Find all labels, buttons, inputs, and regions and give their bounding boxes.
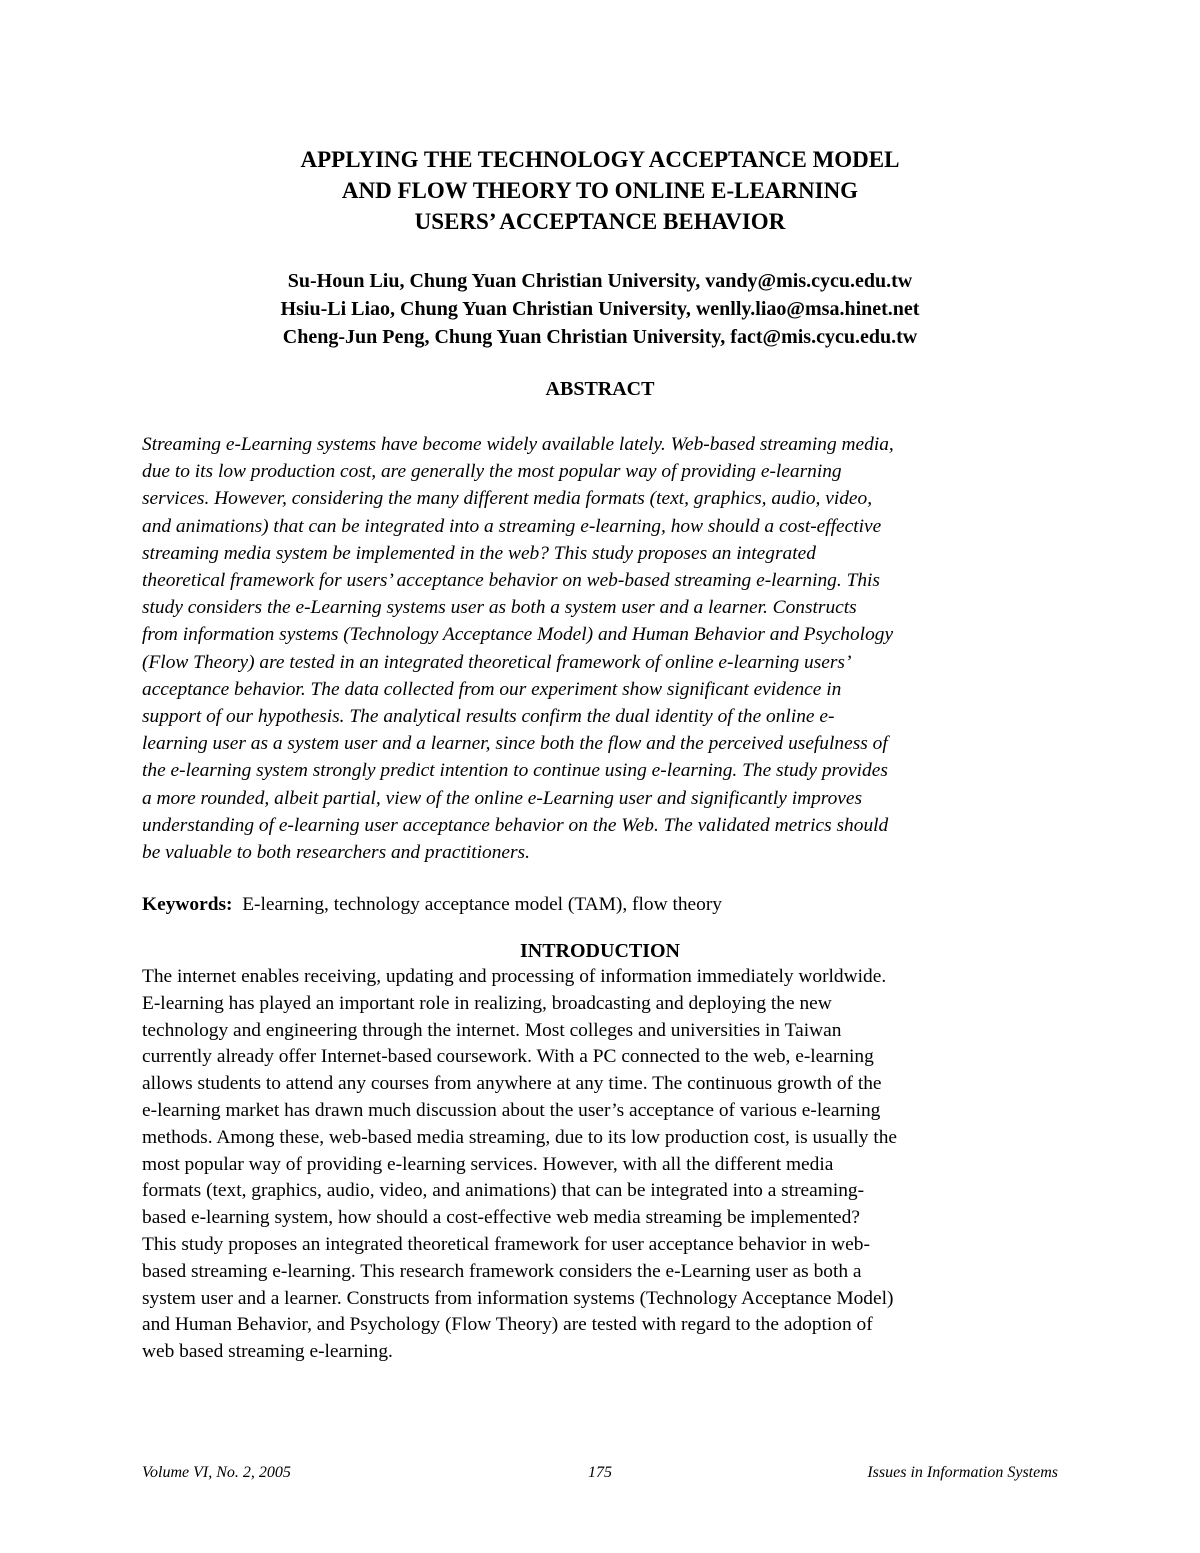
page-footer bbox=[142, 1461, 1058, 1485]
keywords-text: E-learning, technology acceptance model (TAM), flow theory bbox=[242, 894, 722, 915]
abstract-line: be valuable to both researchers and practitioners. bbox=[142, 842, 530, 864]
title-line: AND FLOW THEORY TO ONLINE E-LEARNING bbox=[341, 178, 859, 203]
keywords-line bbox=[142, 891, 722, 918]
intro-line: currently already offer Internet-based coursework. With a PC connected to the web, e-learning bbox=[142, 1046, 874, 1068]
intro-line: and Human Behavior, and Psychology (Flow Theory) are tested with regard to the adoption of bbox=[142, 1314, 873, 1336]
intro-line: The internet enables receiving, updating and processing of information immediately worldwide. bbox=[142, 966, 887, 987]
abstract-text bbox=[142, 431, 1072, 866]
abstract-line: theoretical framework for users’ acceptance behavior on web-based streaming e-learning. This bbox=[142, 570, 880, 592]
author-line: Hsiu-Li Liao, Chung Yuan Christian University, wenlly.liao@msa.hinet.net bbox=[280, 298, 920, 320]
intro-line: allows students to attend any courses from anywhere at any time. The continuous growth of the bbox=[142, 1073, 882, 1095]
title-line: USERS’ ACCEPTANCE BEHAVIOR bbox=[414, 209, 786, 234]
author-line: Su-Houn Liu, Chung Yuan Christian University, vandy@mis.cycu.edu.tw bbox=[287, 270, 913, 292]
intro-line: system user and a learner. Constructs from information systems (Technology Acceptance Model) bbox=[142, 1287, 894, 1309]
abstract-line: learning user as a system user and a learner, since both the flow and the perceived usefulness of bbox=[142, 733, 888, 755]
intro-line: e-learning market has drawn much discussion about the user’s acceptance of various e-learning bbox=[142, 1099, 881, 1121]
footer-volume: Volume VI, No. 2, 2005 bbox=[142, 1464, 291, 1481]
keywords-label: Keywords: bbox=[142, 894, 233, 915]
abstract-line: and animations) that can be integrated into a streaming e-learning, how should a cost-effective bbox=[142, 515, 882, 537]
abstract-line: streaming media system be implemented in the web? This study proposes an integrated bbox=[142, 542, 816, 564]
abstract-line: due to its low production cost, are generally the most popular way of providing e-learning bbox=[142, 461, 842, 483]
abstract-line: (Flow Theory) are tested in an integrated theoretical framework of online e-learning users’ bbox=[142, 651, 852, 673]
intro-line: This study proposes an integrated theoretical framework for user acceptance behavior in web- bbox=[142, 1233, 870, 1255]
abstract-line: study considers the e-Learning systems user as both a system user and a learner. Constructs bbox=[142, 597, 857, 619]
intro-line: most popular way of providing e-learning services. However, with all the different media bbox=[142, 1153, 834, 1175]
abstract-heading: ABSTRACT bbox=[545, 378, 655, 400]
intro-line: based streaming e-learning. This research framework considers the e-Learning user as both a bbox=[142, 1260, 862, 1282]
abstract-line: the e-learning system strongly predict intention to continue using e-learning. The study provides bbox=[142, 760, 888, 782]
footer-journal: Issues in Information Systems bbox=[867, 1464, 1058, 1481]
abstract-line: services. However, considering the many different media formats (text, graphics, audio, video, bbox=[142, 488, 873, 510]
author-list bbox=[0, 267, 1200, 351]
abstract-line: a more rounded, albeit partial, view of the online e-Learning user and significantly improves bbox=[142, 787, 863, 809]
paper-title bbox=[0, 144, 1200, 237]
intro-line: web based streaming e-learning. bbox=[142, 1341, 393, 1363]
abstract-line: from information systems (Technology Acceptance Model) and Human Behavior and Psychology bbox=[142, 624, 894, 646]
intro-line: methods. Among these, web-based media streaming, due to its low production cost, is usually the bbox=[142, 1126, 898, 1148]
title-line: APPLYING THE TECHNOLOGY ACCEPTANCE MODEL bbox=[300, 147, 900, 172]
abstract-line: Streaming e-Learning systems have become widely available lately. Web-based streaming media, bbox=[142, 434, 894, 455]
intro-line: based e-learning system, how should a cost-effective web media streaming be implemented? bbox=[142, 1207, 860, 1229]
intro-line: technology and engineering through the internet. Most colleges and universities in Taiwan bbox=[142, 1019, 842, 1041]
abstract-line: support of our hypothesis. The analytical results confirm the dual identity of the online e- bbox=[142, 706, 835, 728]
intro-line: E-learning has played an important role in realizing, broadcasting and deploying the new bbox=[142, 992, 832, 1014]
introduction-text bbox=[142, 964, 1072, 1366]
abstract-line: understanding of e-learning user acceptance behavior on the Web. The validated metrics should bbox=[142, 814, 889, 836]
footer-page-number: 175 bbox=[588, 1464, 612, 1481]
introduction-heading: INTRODUCTION bbox=[519, 940, 681, 962]
intro-line: formats (text, graphics, audio, video, and animations) that can be integrated into a streaming- bbox=[142, 1180, 865, 1202]
abstract-line: acceptance behavior. The data collected from our experiment show significant evidence in bbox=[142, 678, 842, 700]
author-line: Cheng-Jun Peng, Chung Yuan Christian University, fact@mis.cycu.edu.tw bbox=[282, 326, 918, 348]
